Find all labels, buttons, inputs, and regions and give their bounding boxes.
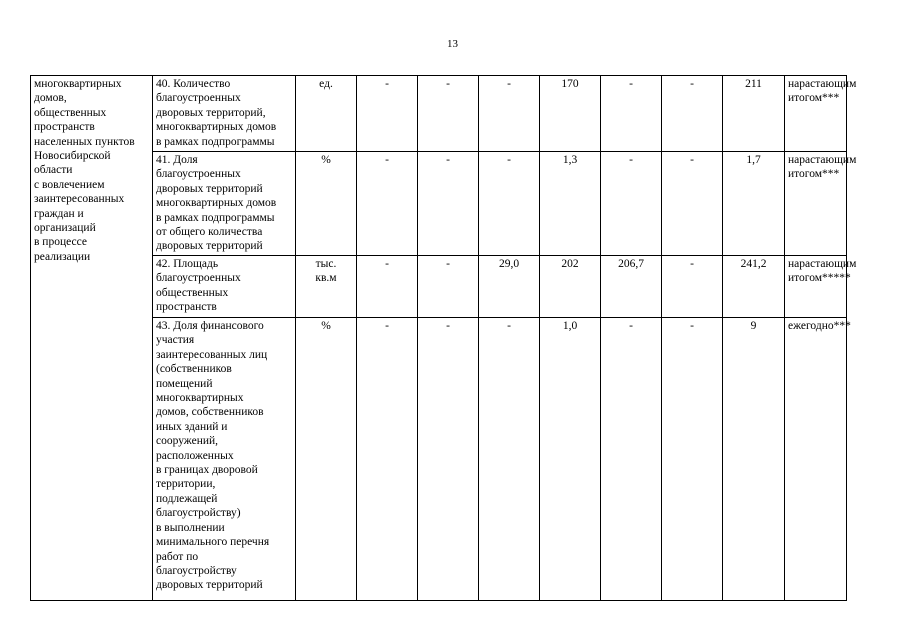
value-cell: - bbox=[357, 152, 418, 256]
value-cell: 211 bbox=[723, 76, 785, 152]
table-row bbox=[31, 256, 847, 318]
page-number: 13 bbox=[447, 38, 458, 50]
value-cell: - bbox=[662, 76, 723, 152]
value-cell: - bbox=[662, 318, 723, 601]
value-cell: 1,7 bbox=[723, 152, 785, 256]
value-cell: - bbox=[479, 318, 540, 601]
unit-cell: ед. bbox=[296, 76, 357, 152]
value-cell: - bbox=[601, 76, 662, 152]
table-row bbox=[31, 152, 847, 256]
table-row bbox=[31, 318, 847, 601]
value-cell: - bbox=[479, 76, 540, 152]
value-cell: 170 bbox=[540, 76, 601, 152]
indicator-name: 41. Доля благоустроенных дворовых территорий многоквартирных домов в рамках подпрограммы от общего количества дворовых территорий bbox=[153, 152, 296, 256]
value-cell: - bbox=[357, 256, 418, 318]
value-cell: - bbox=[418, 318, 479, 601]
value-cell: - bbox=[418, 76, 479, 152]
value-cell: 241,2 bbox=[723, 256, 785, 318]
unit-cell: % bbox=[296, 318, 357, 601]
category-cell bbox=[31, 76, 153, 601]
note-cell: нарастающим итогом*** bbox=[785, 152, 847, 256]
category-text-part1: многоквартирных домов, общественных пространств населенных пунктов bbox=[34, 78, 135, 148]
value-cell: 202 bbox=[540, 256, 601, 318]
unit-cell: тыс. кв.м bbox=[296, 256, 357, 318]
value-cell: 29,0 bbox=[479, 256, 540, 318]
value-cell: 206,7 bbox=[601, 256, 662, 318]
value-cell: 1,3 bbox=[540, 152, 601, 256]
value-cell: - bbox=[418, 152, 479, 256]
value-cell: - bbox=[357, 76, 418, 152]
value-cell: - bbox=[662, 152, 723, 256]
indicator-name: 40. Количество благоустроенных дворовых территорий, многоквартирных домов в рамках подпрограммы bbox=[153, 76, 296, 152]
value-cell: 1,0 bbox=[540, 318, 601, 601]
indicator-name: 42. Площадь благоустроенных общественных пространств bbox=[153, 256, 296, 318]
note-cell: нарастающим итогом***** bbox=[785, 256, 847, 318]
value-cell: - bbox=[479, 152, 540, 256]
table-row bbox=[31, 76, 847, 152]
value-cell: - bbox=[357, 318, 418, 601]
category-text-part2: Новосибирской области с вовлечением заинтересованных граждан и организаций в процессе реализации bbox=[34, 150, 125, 263]
value-cell: - bbox=[662, 256, 723, 318]
value-cell: 9 bbox=[723, 318, 785, 601]
note-cell: нарастающим итогом*** bbox=[785, 76, 847, 152]
value-cell: - bbox=[601, 318, 662, 601]
indicators-table bbox=[30, 75, 857, 601]
value-cell: - bbox=[601, 152, 662, 256]
unit-cell: % bbox=[296, 152, 357, 256]
indicator-name: 43. Доля финансового участия заинтересованных лиц (собственников помещений многоквартирных домов, собственников иных зданий и сооружений, расположенных в границах дворовой территории, подлежащей благоустройству) в выполнении минимального перечня работ по благоустройству дворовых территорий bbox=[153, 318, 296, 601]
note-cell: ежегодно*** bbox=[785, 318, 847, 601]
value-cell: - bbox=[418, 256, 479, 318]
